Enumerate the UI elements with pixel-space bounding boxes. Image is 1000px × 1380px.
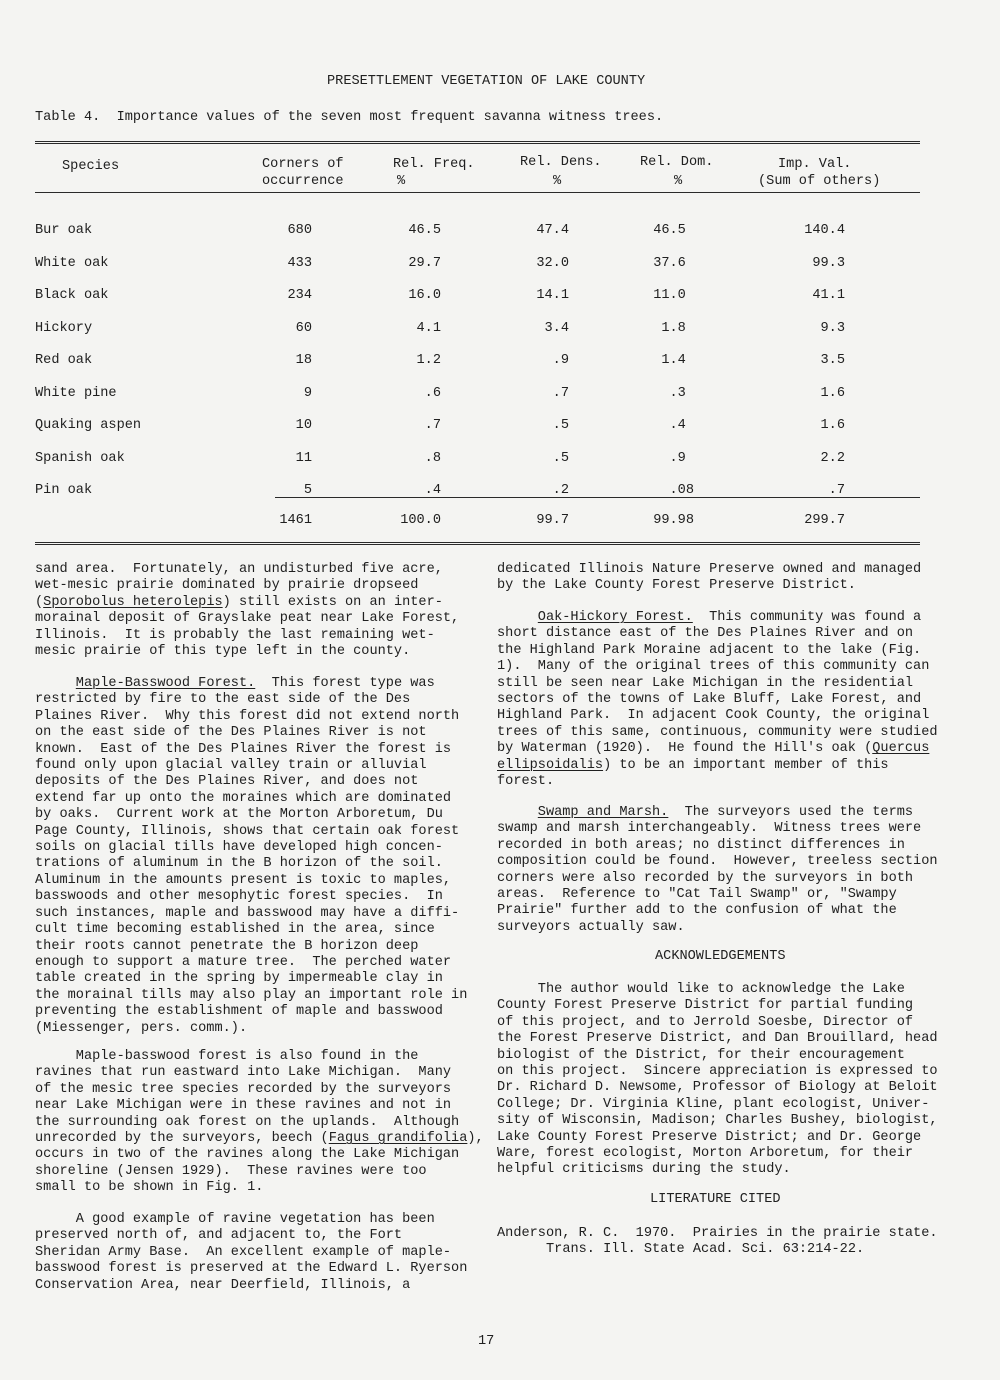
species-cell: Pin oak <box>35 483 93 498</box>
rel-freq-cell: 46.5 <box>408 223 441 238</box>
species-header: Species <box>62 159 120 174</box>
corners-cell: 11 <box>295 450 312 466</box>
table-totals-row <box>0 513 1000 529</box>
imp-val-cell: 1.6 <box>820 385 845 401</box>
text-segment: ), occurs in two of the ravines along the Lake Michigan shoreline (Jensen 1929). These ravines were too small to be shown in Fig. 1. <box>35 1131 484 1196</box>
corners-cell: 234 <box>287 288 312 303</box>
rel-dens-cell: .5 <box>552 418 569 433</box>
species-cell: White oak <box>35 255 109 271</box>
paragraph-nature-preserve <box>497 562 921 595</box>
imp-val-cell: 2.2 <box>820 450 845 466</box>
rel-dom-cell: .9 <box>669 450 686 466</box>
table-header-rule <box>35 192 920 193</box>
species-cell: Spanish oak <box>35 450 125 466</box>
species-cell: White pine <box>35 385 117 401</box>
underlined-term: Fagus grandifolia <box>328 1131 468 1147</box>
rel-freq-cell: 29.7 <box>408 255 441 271</box>
corners-cell: 60 <box>295 320 312 336</box>
rel-dom-cell: 46.5 <box>653 223 686 238</box>
rel-dom-cell: 99.98 <box>653 513 694 528</box>
text-segment: dedicated Illinois Nature Preserve owned and managed by the Lake County Forest Preserve District. <box>497 562 922 594</box>
page-number: 17 <box>478 1334 495 1349</box>
acknowledgements-text <box>497 982 938 1179</box>
rel-dens-cell: 32.0 <box>536 255 569 271</box>
paragraph-maple-basswood-forest <box>35 676 467 1037</box>
corners-cell: 9 <box>303 385 312 401</box>
rel-dens-cell: .7 <box>552 385 569 401</box>
rel-freq-cell: .8 <box>424 450 441 466</box>
species-cell: Hickory <box>35 320 93 336</box>
underlined-term: Swamp and Marsh. <box>537 805 669 820</box>
paragraph-oak-hickory-forest <box>497 610 938 790</box>
corners-cell: 18 <box>295 353 312 368</box>
rel-dom-cell: .3 <box>669 385 686 401</box>
table-row <box>0 321 1000 337</box>
imp-val-cell: 1.6 <box>820 418 845 433</box>
corners-cell: 10 <box>295 418 312 433</box>
rel-dom-header: Rel. Dom. <box>640 155 714 170</box>
corners-cell: 5 <box>303 483 312 498</box>
rel-freq-header: Rel. Freq. <box>393 157 475 172</box>
rel-freq-cell: 1.2 <box>416 353 441 368</box>
paragraph-swamp-and-marsh <box>497 805 938 936</box>
text-segment: This community was found a short distance east of the Des Plaines River and on the Highland Park Moraine adjacent to the lake (Fig. 1). Many of the original trees of this community can still be seen near Lake Michigan in the residential sectors of the towns of Lake Bluff, Lake Forest, and Highland Park. In adjacent Cook County, the original trees of this same, continuous, community were studied by Waterman (1920). He found the Hill's oak ( <box>497 610 938 757</box>
corners-cell: 433 <box>287 255 312 271</box>
species-cell: Red oak <box>35 353 93 368</box>
table-row <box>0 386 1000 402</box>
rel-freq-cell: .6 <box>424 385 441 401</box>
table-row <box>0 451 1000 467</box>
rel-dens-header: Rel. Dens. <box>520 155 602 170</box>
imp-val-subheader: (Sum of others) <box>758 174 881 189</box>
rel-dens-cell: .9 <box>552 353 569 368</box>
rel-dom-cell: 1.4 <box>661 353 686 368</box>
rel-dom-unit: % <box>674 174 683 189</box>
rel-dens-cell: 3.4 <box>544 320 569 336</box>
rel-dom-cell: .08 <box>669 483 694 498</box>
text-segment: ) to be an important member of this forest. <box>497 757 889 790</box>
running-head: PRESETTLEMENT VEGETATION OF LAKE COUNTY <box>327 74 646 89</box>
text-segment: ) still exists on an inter- morainal deposit of Grayslake peat near Lake Forest, Illinois. It is probably the last remaining wet- mesic prairie of this type left in the county. <box>35 594 460 660</box>
imp-val-cell: 99.3 <box>812 255 845 271</box>
corners-header-line-2: occurrence <box>262 174 344 189</box>
species-cell: Quaking aspen <box>35 418 142 433</box>
table-bottom-rule <box>35 542 920 545</box>
paragraph-ravine-maple-basswood <box>35 1049 484 1197</box>
imp-val-cell: 140.4 <box>804 223 845 238</box>
rel-freq-cell: .4 <box>424 483 441 498</box>
imp-val-cell: 41.1 <box>812 288 845 303</box>
table-row <box>0 256 1000 272</box>
text-segment: This forest type was restricted by fire to the east side of the Des Plaines River. Why this forest did not extend north on the east side of the Des Plaines River is not known. East of the Des Plaines River the forest is found only upon glacial valley train or alluvial deposits of the Des Plaines River, and does not extend far up onto the moraines which are dominated by oaks. Current work at the Morton Arboretum, Du Page County, Illinois, shows that certain oak forest soils on glacial tills have developed high concen- trations of aluminum in the B horizon of the soil. Aluminum in the amounts present is toxic to maples, basswoods and other mesophytic forest species. In such instances, maple and basswood may have a diffi- cult time becoming established in the area, since their roots cannot penetrate the B horizon deep enough to support a mature tree. The perched water table created in the spring by impermeable clay in the morainal tills may also play an important role in preventing the establishment of maple and basswood (Miessenger, pers. comm.). <box>35 676 468 1036</box>
text-segment: Anderson, R. C. 1970. Prairies in the prairie state. Trans. Ill. State Acad. Sci. 63:214-22. <box>497 1226 938 1258</box>
rel-dens-cell: .2 <box>552 483 569 498</box>
species-cell: Black oak <box>35 288 109 303</box>
rel-dens-cell: 47.4 <box>536 223 569 238</box>
rel-dens-cell: 14.1 <box>536 288 569 303</box>
rel-dom-cell: 11.0 <box>653 288 686 303</box>
underlined-term: Maple-Basswood Forest. <box>75 676 256 691</box>
literature-cited-heading: LITERATURE CITED <box>650 1192 781 1207</box>
totals-rule <box>275 497 920 498</box>
text-segment: sand area. Fortunately, an undisturbed five acre, wet-mesic prairie dominated by prairie dropseed ( <box>35 562 443 610</box>
table-row <box>0 353 1000 369</box>
rel-dom-cell: 1.8 <box>661 320 686 336</box>
imp-val-header: Imp. Val. <box>778 157 852 172</box>
text-segment: The author would like to acknowledge the Lake County Forest Preserve District for partial funding of this project, and to Jerrold Soesbe, Director of the Forest Preserve District, and Dan Brouillard, head biologist of the District, for their encouragement on this project. Sincere appreciation is expressed to Dr. Richard D. Newsome, Professor of Biology at Beloit College; Dr. Virginia Kline, plant ecologist, Univer- sity of Wisconsin, Madison; Charles Bushey, biologist, Lake County Forest Preserve District; and Dr. George Ware, forest ecologist, Morton Arboretum, for their helpful criticisms during the study. <box>497 982 938 1178</box>
corners-header-line-1: Corners of <box>262 157 344 172</box>
rel-freq-cell: 100.0 <box>400 513 441 528</box>
rel-dens-unit: % <box>553 174 562 189</box>
text-segment: Maple-basswood forest is also found in the ravines that run eastward into Lake Michigan. Many of the mesic tree species recorded by the surveyors near Lake Michigan were in these ravines and not in the surrounding oak forest on the uplands. Although unrecorded by the surveyors, beech ( <box>35 1049 460 1147</box>
rel-dom-cell: 37.6 <box>653 255 686 271</box>
corners-cell: 1461 <box>279 513 312 528</box>
rel-dens-cell: .5 <box>552 450 569 466</box>
species-cell: Bur oak <box>35 223 93 238</box>
rel-freq-cell: 16.0 <box>408 288 441 303</box>
corners-cell: 680 <box>287 223 312 238</box>
rel-freq-unit: % <box>397 174 406 189</box>
rel-dom-cell: .4 <box>669 418 686 433</box>
imp-val-cell: 299.7 <box>804 513 845 528</box>
table-row <box>0 223 1000 239</box>
underlined-term: Sporobolus heterolepis <box>43 594 223 610</box>
rel-dens-cell: 99.7 <box>536 513 569 528</box>
table-row <box>0 288 1000 304</box>
imp-val-cell: 9.3 <box>820 320 845 336</box>
table-top-rule <box>35 141 920 144</box>
rel-freq-cell: 4.1 <box>416 320 441 336</box>
underlined-term: Oak-Hickory Forest. <box>537 610 693 625</box>
underlined-term: Quercus ellipsoidalis <box>497 741 930 773</box>
rel-freq-cell: .7 <box>424 418 441 433</box>
imp-val-cell: .7 <box>828 483 845 498</box>
table-row <box>0 418 1000 434</box>
reference-anderson-1970 <box>497 1226 938 1259</box>
text-segment: A good example of ravine vegetation has been preserved north of, and adjacent to, the Fort Sheridan Army Base. An excellent example of maple- basswood forest is preserved at the Edward L. Ryerson Conservation Area, near Deerfield, Illinois, a <box>35 1212 468 1293</box>
paragraph-wet-mesic-prairie <box>35 562 459 660</box>
paragraph-ravine-vegetation-examples <box>35 1212 467 1294</box>
imp-val-cell: 3.5 <box>820 353 845 368</box>
table-caption: Table 4. Importance values of the seven most frequent savanna witness trees. <box>35 110 664 125</box>
text-segment: The surveyors used the terms swamp and marsh interchangeably. Witness trees were recorded in both areas; no distinct differences in composition could be found. However, treeless section corners were also recorded by the surveyors in both areas. Reference to "Cat Tail Swamp" or, "Swampy Prairie" further add to the confusion of what the surveyors actually saw. <box>497 805 938 935</box>
acknowledgements-heading: ACKNOWLEDGEMENTS <box>655 949 786 964</box>
